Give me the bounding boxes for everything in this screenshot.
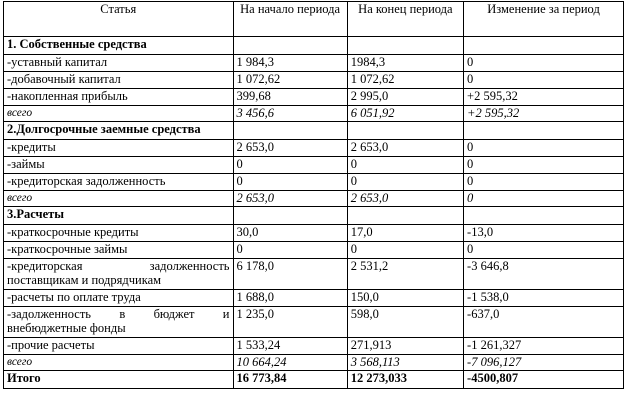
value-period-end: 6 051,92 [347, 106, 463, 122]
row-label: Итого [4, 371, 234, 389]
table-row [4, 338, 624, 355]
value-period-start: 6 178,0 [233, 259, 347, 290]
value-period-end: 0 [347, 157, 463, 174]
value-period-end: 150,0 [347, 290, 463, 307]
value-period-end [347, 207, 463, 225]
value-period-end: 2 531,2 [347, 259, 463, 290]
value-period-end: 1 072,62 [347, 72, 463, 89]
header-change: Изменение за период [464, 2, 624, 37]
value-period-start: 2 653,0 [233, 140, 347, 157]
row-label: -уставный капитал [4, 55, 234, 72]
subtotal-row [4, 191, 624, 207]
value-change: +2 595,32 [464, 106, 624, 122]
value-period-start: 10 664,24 [233, 355, 347, 371]
value-period-end [347, 122, 463, 140]
value-period-start [233, 37, 347, 55]
value-change: -3 646,8 [464, 259, 624, 290]
section-row [4, 37, 624, 55]
value-period-end: 271,913 [347, 338, 463, 355]
value-change [464, 122, 624, 140]
value-change: -4500,807 [464, 371, 624, 389]
value-period-end: 3 568,113 [347, 355, 463, 371]
value-period-end: 2 653,0 [347, 191, 463, 207]
value-period-end: 2 995,0 [347, 89, 463, 106]
value-change: 0 [464, 157, 624, 174]
value-period-end: 0 [347, 242, 463, 259]
value-period-start: 2 653,0 [233, 191, 347, 207]
row-label: -кредиторская задолженность [4, 174, 234, 191]
section-row [4, 122, 624, 140]
section-row [4, 207, 624, 225]
value-period-start: 0 [233, 157, 347, 174]
value-change: +2 595,32 [464, 89, 624, 106]
value-period-end [347, 37, 463, 55]
row-label: 1. Собственные средства [4, 37, 234, 55]
row-label: -кредиторская задолженность поставщикам и подрядчикам [4, 259, 234, 290]
value-change: 0 [464, 242, 624, 259]
row-label: 3.Расчеты [4, 207, 234, 225]
row-label: всего [4, 191, 234, 207]
row-label: всего [4, 106, 234, 122]
row-label: -краткосрочные кредиты [4, 225, 234, 242]
value-change: -13,0 [464, 225, 624, 242]
value-period-start: 1 984,3 [233, 55, 347, 72]
table-row [4, 140, 624, 157]
row-label: -накопленная прибыль [4, 89, 234, 106]
value-period-start [233, 122, 347, 140]
value-period-start: 0 [233, 174, 347, 191]
value-period-start [233, 207, 347, 225]
value-change: -1 261,327 [464, 338, 624, 355]
subtotal-row [4, 106, 624, 122]
value-period-start: 16 773,84 [233, 371, 347, 389]
row-label: -займы [4, 157, 234, 174]
value-period-end: 0 [347, 174, 463, 191]
grand-total-row [4, 371, 624, 389]
value-change: 0 [464, 174, 624, 191]
balance-table [3, 1, 624, 389]
value-change [464, 207, 624, 225]
value-change: 0 [464, 191, 624, 207]
value-period-start: 3 456,6 [233, 106, 347, 122]
table-row [4, 307, 624, 338]
value-change: -1 538,0 [464, 290, 624, 307]
table-row [4, 72, 624, 89]
table-row [4, 89, 624, 106]
row-label: -добавочный капитал [4, 72, 234, 89]
value-change: 0 [464, 140, 624, 157]
row-label: -расчеты по оплате труда [4, 290, 234, 307]
header-period-start: На начало периода [233, 2, 347, 37]
value-period-start: 30,0 [233, 225, 347, 242]
value-period-end: 17,0 [347, 225, 463, 242]
row-label: -прочие расчеты [4, 338, 234, 355]
header-row [4, 2, 624, 37]
table-row [4, 225, 624, 242]
value-change [464, 37, 624, 55]
value-period-start: 1 688,0 [233, 290, 347, 307]
value-change: 0 [464, 55, 624, 72]
value-period-start: 1 072,62 [233, 72, 347, 89]
subtotal-row [4, 355, 624, 371]
value-period-start: 399,68 [233, 89, 347, 106]
table-row [4, 157, 624, 174]
value-period-end: 598,0 [347, 307, 463, 338]
row-label: 2.Долгосрочные заемные средства [4, 122, 234, 140]
table-row [4, 242, 624, 259]
value-change: -7 096,127 [464, 355, 624, 371]
row-label: -задолженность в бюджет и внебюджетные фонды [4, 307, 234, 338]
row-label: -кредиты [4, 140, 234, 157]
value-period-start: 1 235,0 [233, 307, 347, 338]
value-period-end: 1984,3 [347, 55, 463, 72]
table-row [4, 290, 624, 307]
table-row [4, 259, 624, 290]
table-row [4, 55, 624, 72]
table-row [4, 174, 624, 191]
row-label: всего [4, 355, 234, 371]
value-change: -637,0 [464, 307, 624, 338]
value-period-end: 2 653,0 [347, 140, 463, 157]
value-period-end: 12 273,033 [347, 371, 463, 389]
value-period-start: 1 533,24 [233, 338, 347, 355]
row-label: -краткосрочные займы [4, 242, 234, 259]
header-article: Статья [4, 2, 234, 37]
value-change: 0 [464, 72, 624, 89]
value-period-start: 0 [233, 242, 347, 259]
header-period-end: На конец периода [347, 2, 463, 37]
